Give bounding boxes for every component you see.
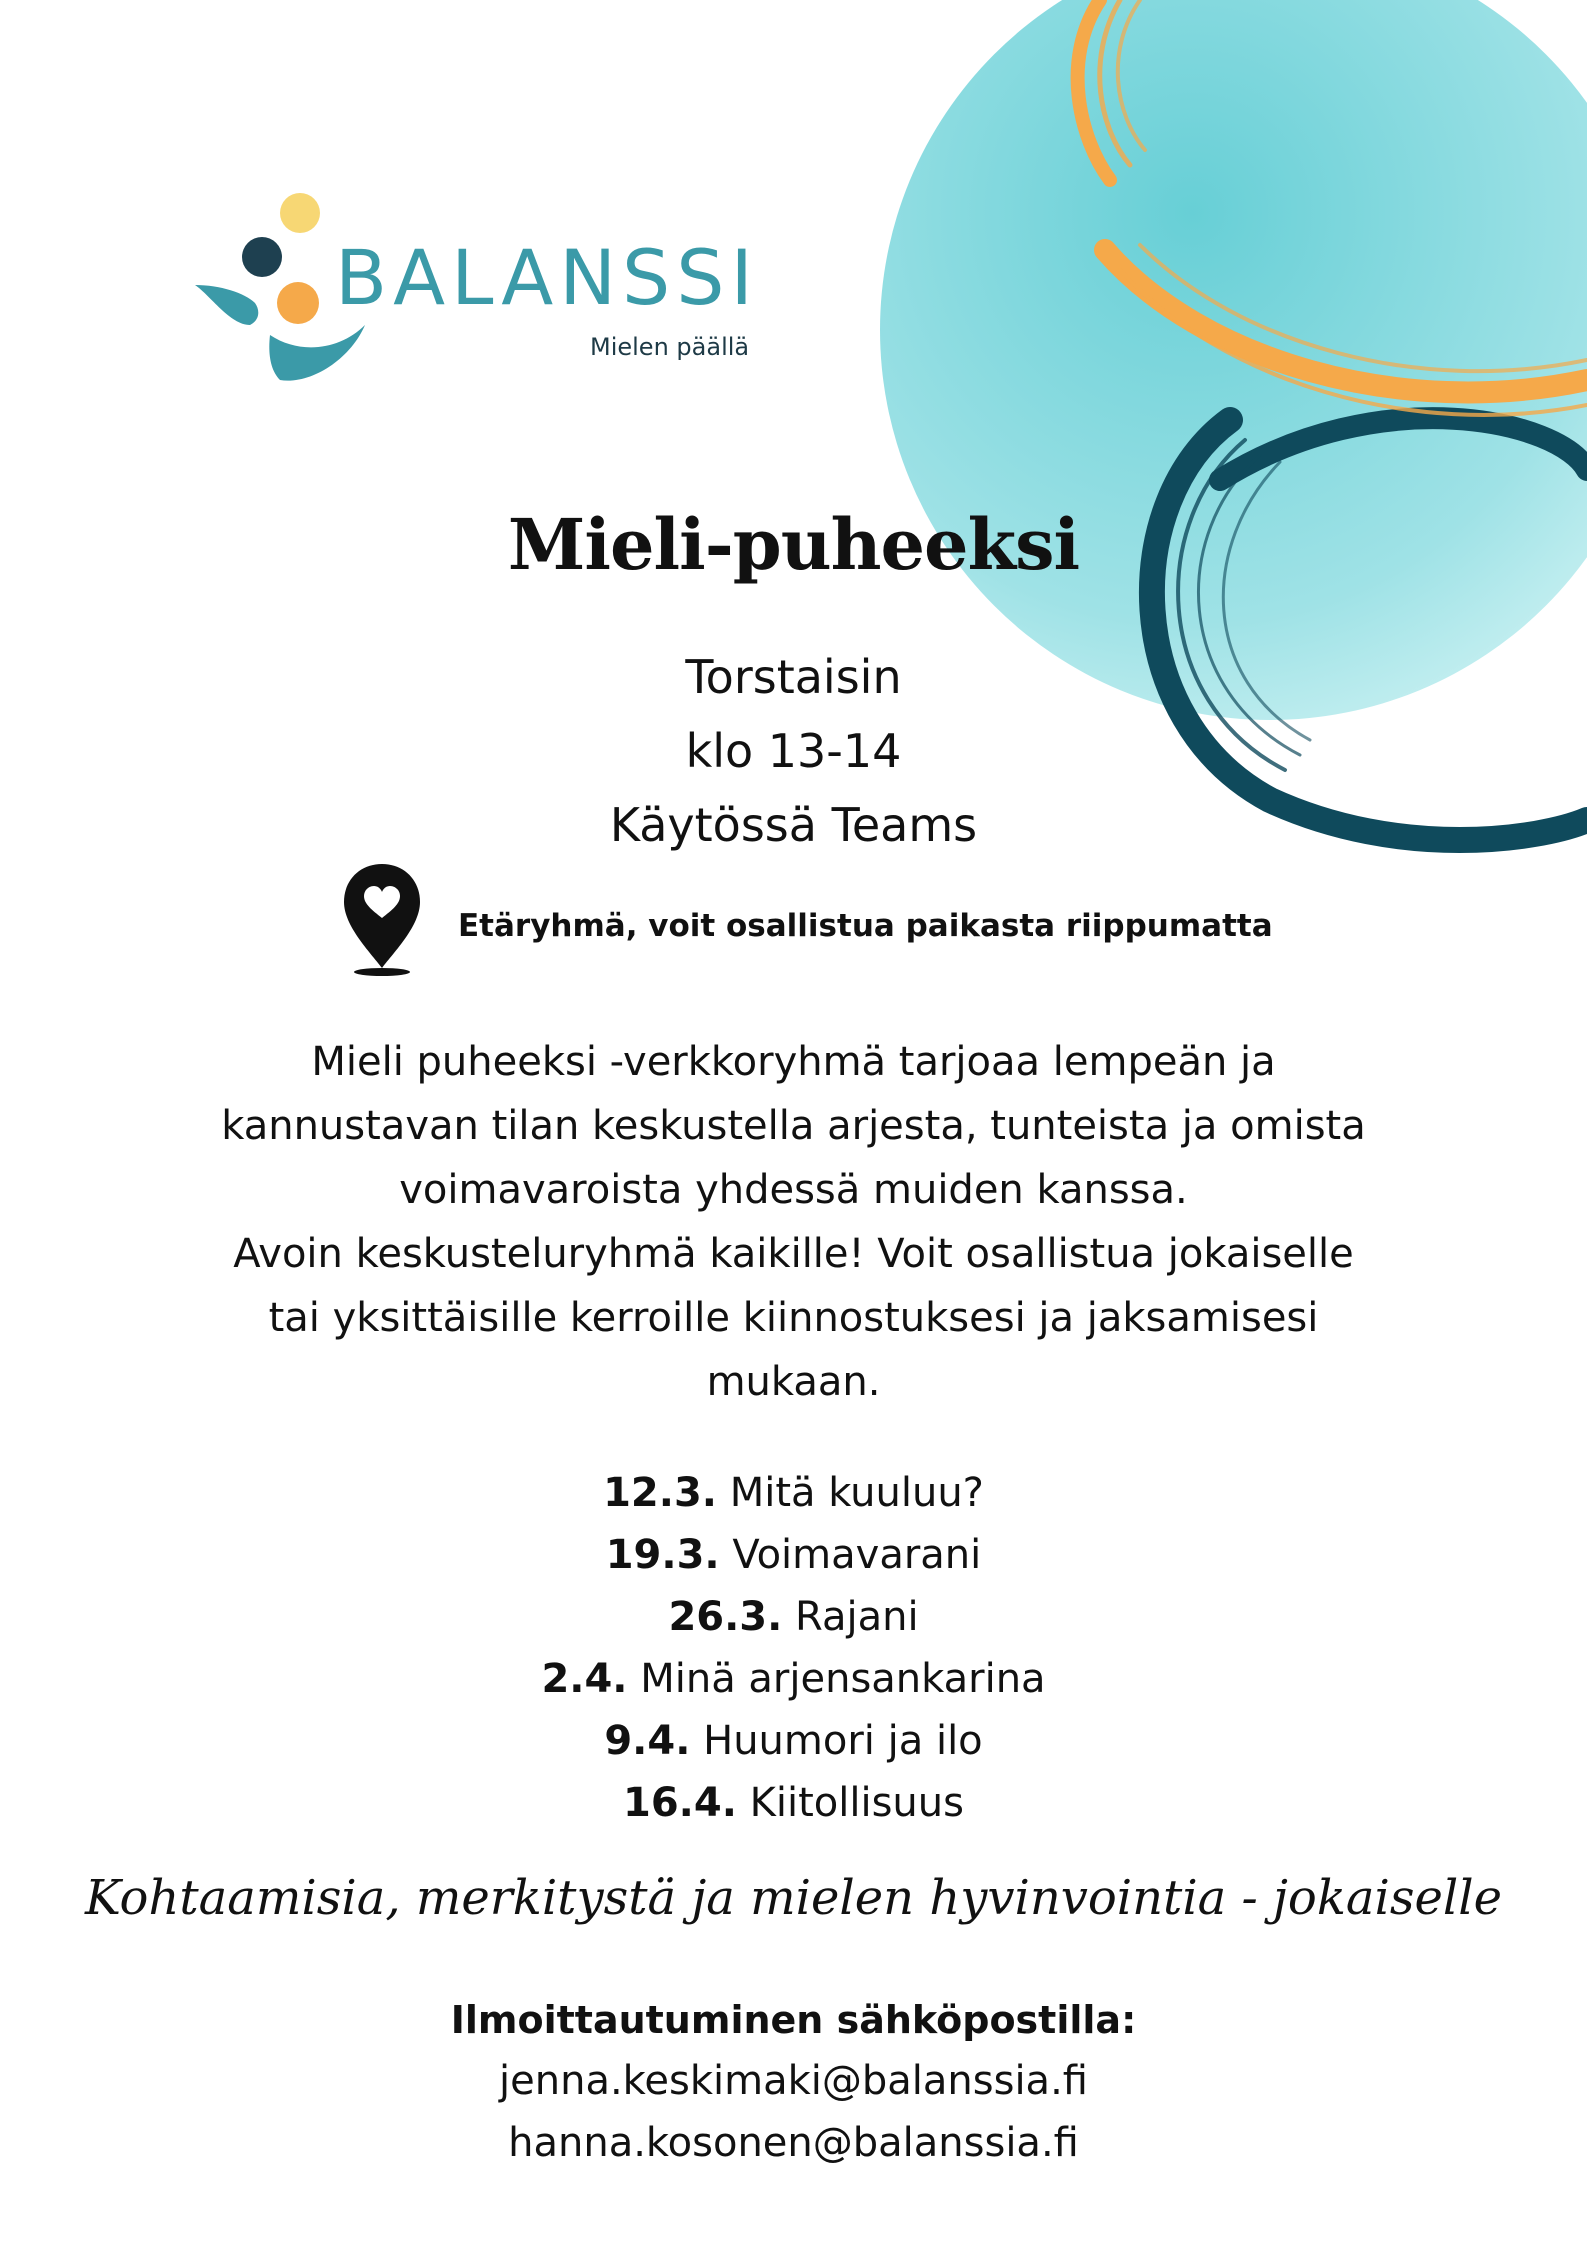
page-title: Mieli-puheeksi	[507, 503, 1080, 586]
schedule-topic: Voimavarani	[732, 1532, 982, 1578]
schedule-date: 12.3.	[603, 1470, 717, 1516]
schedule-topic: Huumori ja ilo	[703, 1718, 983, 1764]
schedule-list	[0, 1462, 1587, 1834]
description-line: tai yksittäisille kerroille kiinnostuksesi ja jaksamisesi	[268, 1295, 1319, 1341]
logo-brand: BALANSSI	[335, 233, 759, 322]
map-pin-heart-icon	[340, 860, 424, 978]
schedule-date: 26.3.	[668, 1594, 783, 1640]
description-line: voimavaroista yhdessä muiden kanssa.	[399, 1167, 1188, 1213]
schedule-topic: Minä arjensankarina	[640, 1656, 1046, 1702]
description-line: kannustavan tilan keskustella arjesta, tunteista ja omista	[221, 1103, 1366, 1149]
schedule-item	[0, 1462, 1587, 1524]
logo-tagline: Mielen päällä	[590, 333, 750, 361]
schedule-topic: Rajani	[795, 1594, 919, 1640]
event-platform: Käytössä Teams	[609, 798, 978, 852]
teal-circle	[880, 0, 1587, 720]
schedule-date: 2.4.	[541, 1656, 628, 1702]
schedule-item	[0, 1524, 1587, 1586]
schedule-topic: Kiitollisuus	[749, 1780, 964, 1826]
balanssi-logo	[190, 185, 790, 405]
signup-emails	[0, 2050, 1587, 2174]
location-row	[340, 860, 1340, 980]
event-details	[0, 640, 1587, 862]
description-line: mukaan.	[706, 1359, 881, 1405]
schedule-item	[0, 1772, 1587, 1834]
signup-heading: Ilmoittautuminen sähköpostilla:	[450, 1998, 1137, 2042]
schedule-item	[0, 1648, 1587, 1710]
schedule-topic: Mitä kuuluu?	[729, 1470, 984, 1516]
event-day: Torstaisin	[685, 650, 902, 704]
event-time: klo 13-14	[685, 724, 902, 778]
description	[0, 1030, 1587, 1414]
location-text: Etäryhmä, voit osallistua paikasta riippumatta	[458, 908, 1273, 944]
schedule-date: 9.4.	[604, 1718, 691, 1764]
schedule-date: 19.3.	[605, 1532, 720, 1578]
schedule-item	[0, 1710, 1587, 1772]
slogan: Kohtaamisia, merkitystä ja mielen hyvinvointia - jokaiselle	[84, 1870, 1503, 1926]
email-link[interactable]: hanna.kosonen@balanssia.fi	[508, 2120, 1079, 2166]
schedule-item	[0, 1586, 1587, 1648]
description-line: Mieli puheeksi -verkkoryhmä tarjoaa lempeän ja	[311, 1039, 1276, 1085]
schedule-date: 16.4.	[623, 1780, 737, 1826]
email-link[interactable]: jenna.keskimaki@balanssia.fi	[499, 2058, 1088, 2104]
description-line: Avoin keskusteluryhmä kaikille! Voit osallistua jokaiselle	[233, 1231, 1354, 1277]
